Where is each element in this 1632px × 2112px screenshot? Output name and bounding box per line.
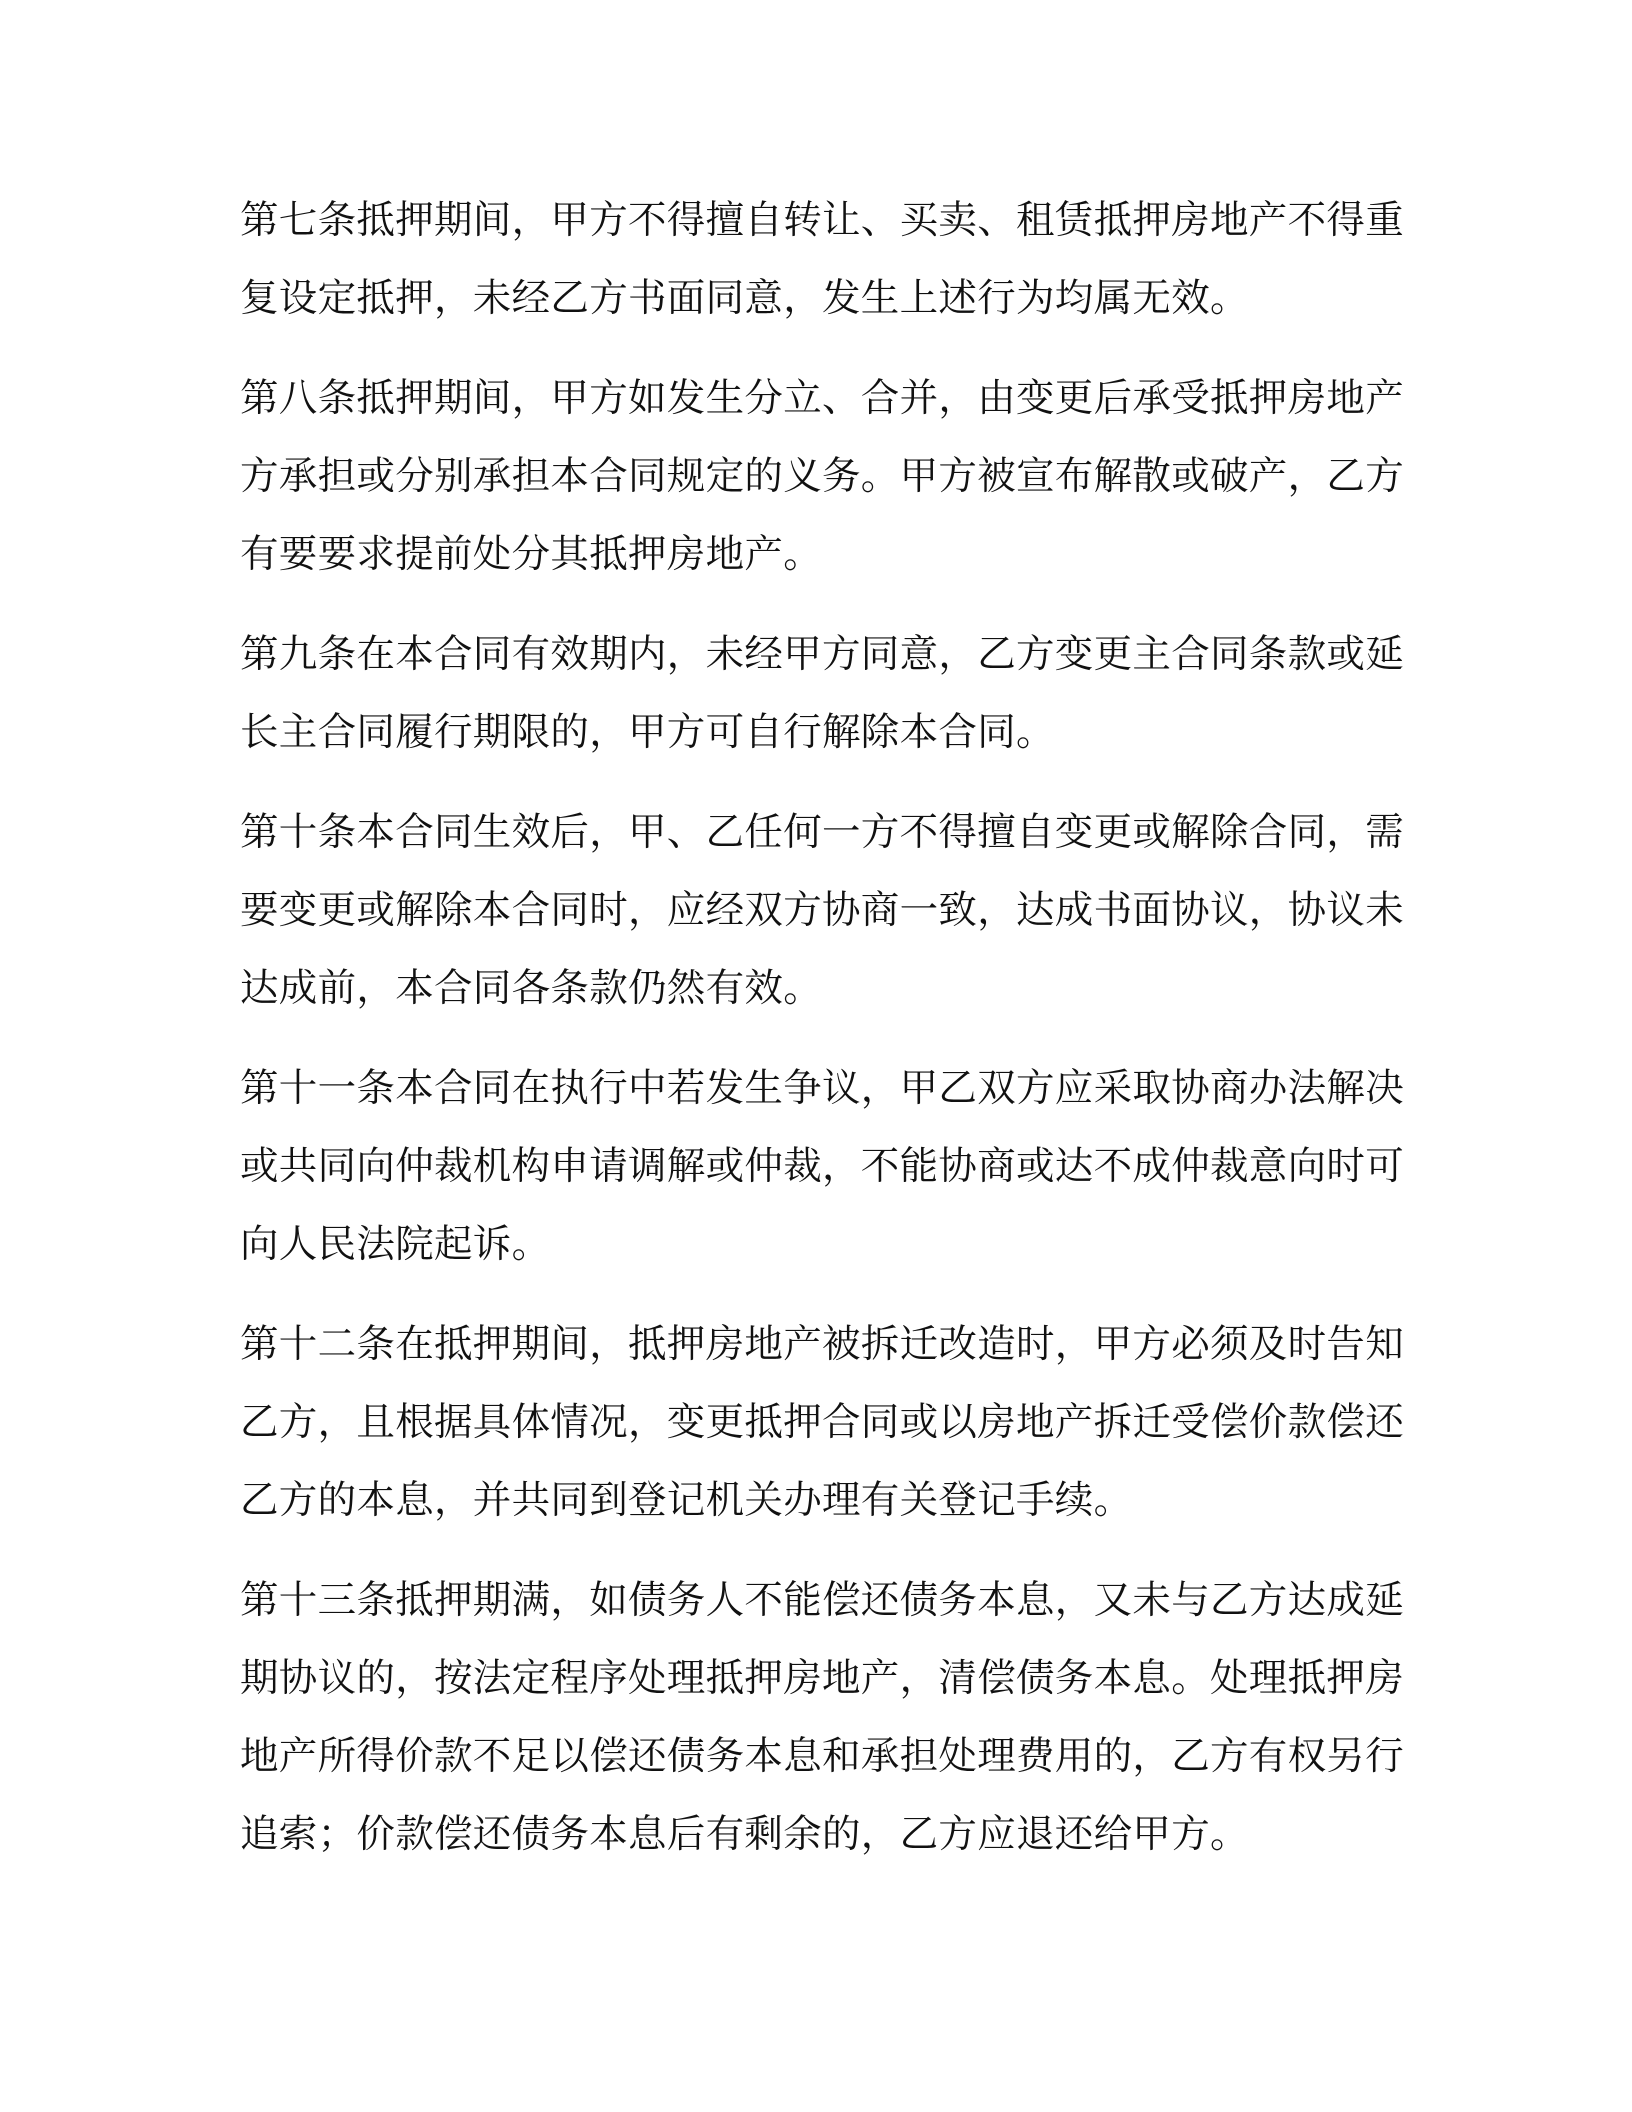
text-line: 有要要求提前处分其抵押房地产。 [240, 532, 823, 577]
text-line: 第十二条在抵押期间，抵押房地产被拆迁改造时，甲方必须及时告知 [240, 1322, 1405, 1367]
article-10 [240, 794, 1405, 1028]
article-7 [240, 182, 1405, 338]
text-line: 第十一条本合同在执行中若发生争议，甲乙双方应采取协商办法解决 [240, 1066, 1405, 1111]
article-9 [240, 616, 1405, 772]
article-8 [240, 360, 1405, 594]
text-line: 期协议的，按法定程序处理抵押房地产，清偿债务本息。处理抵押房 [240, 1656, 1405, 1701]
text-line: 第九条在本合同有效期内，未经甲方同意，乙方变更主合同条款或延 [240, 632, 1405, 677]
text-line: 第十条本合同生效后，甲、乙任何一方不得擅自变更或解除合同，需 [240, 810, 1405, 855]
text-line: 长主合同履行期限的，甲方可自行解除本合同。 [240, 710, 1055, 755]
text-line: 要变更或解除本合同时，应经双方协商一致，达成书面协议，协议未 [240, 888, 1405, 933]
text-line: 地产所得价款不足以偿还债务本息和承担处理费用的，乙方有权另行 [240, 1734, 1405, 1779]
article-11 [240, 1050, 1405, 1284]
article-12 [240, 1306, 1405, 1540]
text-line: 追索；价款偿还债务本息后有剩余的，乙方应退还给甲方。 [240, 1812, 1249, 1857]
text-line: 方承担或分别承担本合同规定的义务。甲方被宣布解散或破产，乙方 [240, 454, 1405, 499]
article-13 [240, 1562, 1405, 1874]
text-line: 达成前，本合同各条款仍然有效。 [240, 966, 823, 1011]
text-line: 第十三条抵押期满，如债务人不能偿还债务本息，又未与乙方达成延 [240, 1578, 1405, 1623]
text-line: 乙方的本息，并共同到登记机关办理有关登记手续。 [240, 1478, 1133, 1523]
text-line: 或共同向仲裁机构申请调解或仲裁，不能协商或达不成仲裁意向时可 [240, 1144, 1405, 1189]
text-line: 第八条抵押期间，甲方如发生分立、合并，由变更后承受抵押房地产 [240, 376, 1405, 421]
text-line: 复设定抵押，未经乙方书面同意，发生上述行为均属无效。 [240, 276, 1249, 321]
text-line: 乙方，且根据具体情况，变更抵押合同或以房地产拆迁受偿价款偿还 [240, 1400, 1405, 1445]
document-page [240, 182, 1405, 1896]
text-line: 第七条抵押期间，甲方不得擅自转让、买卖、租赁抵押房地产不得重 [240, 198, 1405, 243]
text-line: 向人民法院起诉。 [240, 1222, 551, 1267]
